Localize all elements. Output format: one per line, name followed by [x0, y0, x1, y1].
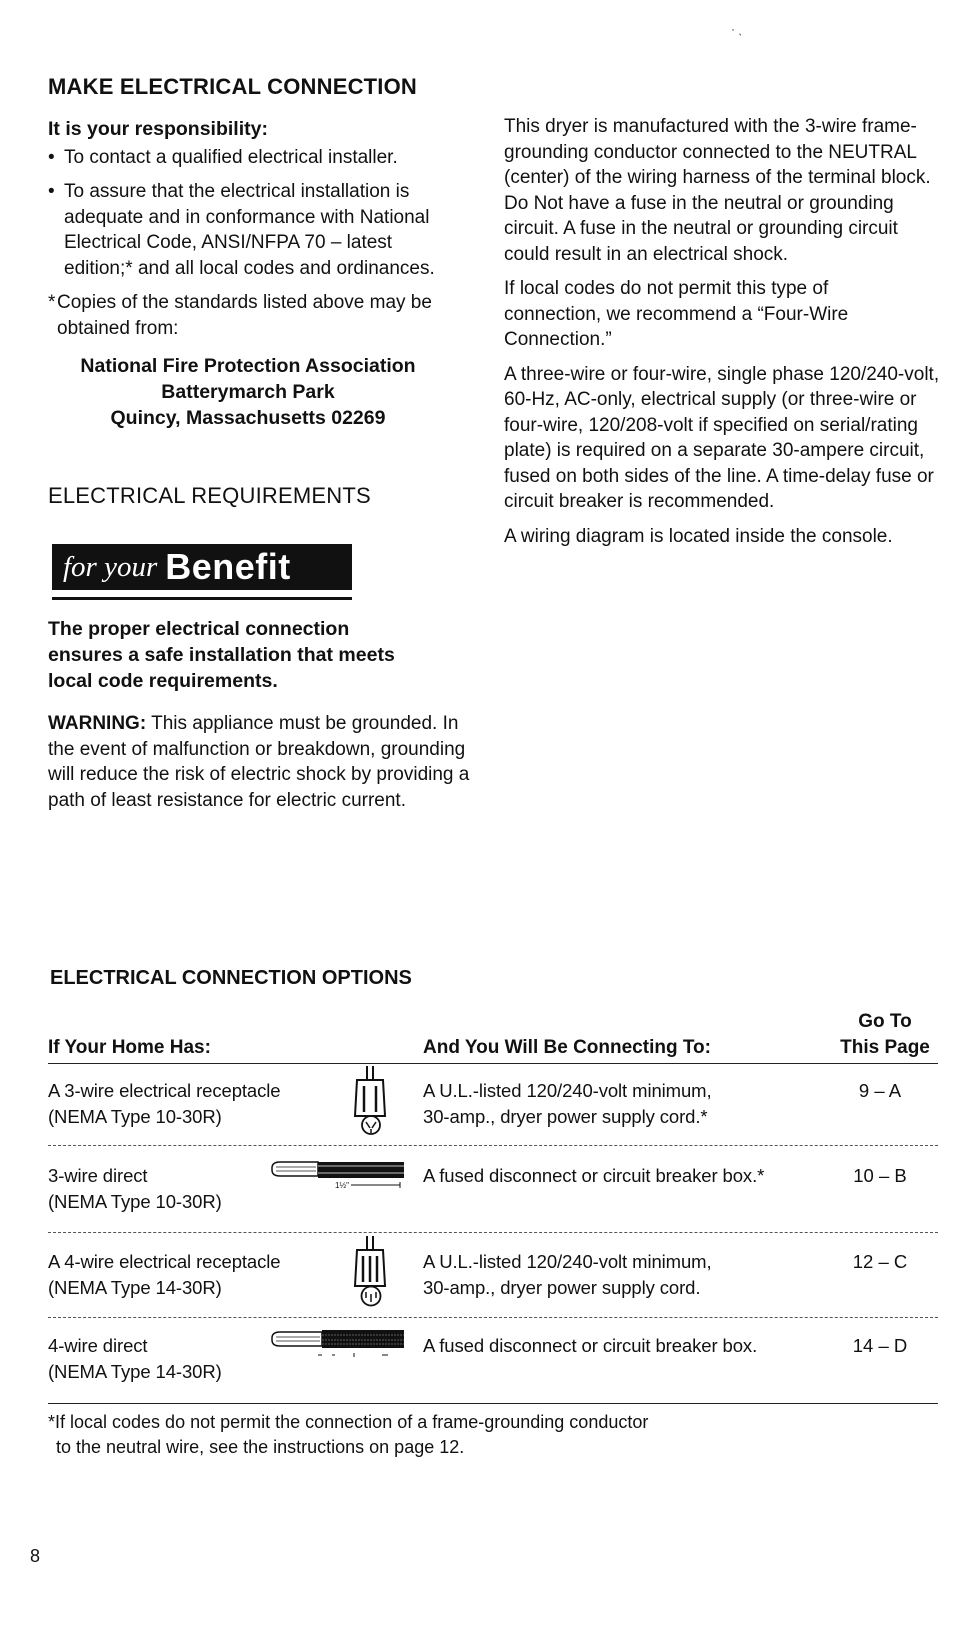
corner-mark: · ˎ	[731, 22, 743, 36]
page-number: 8	[30, 1546, 41, 1566]
connection-options-title: ELECTRICAL CONNECTION OPTIONS	[50, 967, 412, 989]
receptacle-3wire-icon	[350, 1066, 396, 1136]
page-ref: 10 – B	[853, 1165, 907, 1186]
cable-4wire-icon	[270, 1326, 406, 1362]
footnote-line: *If local codes do not permit the connection of a frame-grounding conductor	[48, 1412, 649, 1432]
connect-line: A fused disconnect or circuit breaker box.*	[423, 1165, 765, 1186]
bullet-item	[48, 179, 456, 281]
home-type: A 4-wire electrical receptacle	[48, 1251, 281, 1272]
address-line: National Fire Protection Association	[80, 355, 416, 377]
col-header-home: If Your Home Has:	[48, 1037, 211, 1058]
footnote-line: to the neutral wire, see the instructions on page 12.	[56, 1437, 465, 1457]
connect-line: A fused disconnect or circuit breaker box.	[423, 1335, 758, 1356]
nema-type: (NEMA Type 10-30R)	[48, 1106, 222, 1127]
paragraph: This dryer is manufactured with the 3-wire frame-grounding conductor connected to the NEUTRAL (center) of the wiring harness of the terminal block. Do Not have a fuse in the neutral or grounding circuit. A fuse in the neutral or grounding circuit could result in an electrical shock.	[504, 116, 931, 265]
nema-type: (NEMA Type 14-30R)	[48, 1361, 222, 1382]
footnote-star: *	[48, 292, 56, 313]
paragraph: A wiring diagram is located inside the console.	[504, 525, 893, 547]
connect-to	[423, 1078, 712, 1130]
connect-line: 30-amp., dryer power supply cord.*	[423, 1106, 708, 1127]
page-ref: 12 – C	[852, 1251, 908, 1272]
connect-to	[423, 1249, 712, 1301]
right-column	[504, 114, 940, 558]
row-divider	[48, 1145, 938, 1146]
bullet-dot: •	[48, 181, 55, 202]
row-divider	[48, 1232, 938, 1233]
paragraph: A three-wire or four-wire, single phase 120/240-volt, 60-Hz, AC-only, electrical supply (or three-wire or four-wire, 120/208-volt if specified on serial/rating plate) is required on a separate 30-ampere circuit, fused on both sides of the line. A time-delay fuse or circuit breaker is recommended.	[504, 363, 940, 512]
badge-script-text: for your	[63, 550, 158, 583]
table-row	[48, 1078, 280, 1130]
col-header-page-line1: Go To	[858, 1011, 912, 1032]
home-type: 3-wire direct	[48, 1165, 148, 1186]
header-rule	[48, 1063, 938, 1064]
copies-note	[48, 290, 437, 341]
table-footnote	[48, 1410, 648, 1460]
cable-strip-label: 1½"	[335, 1181, 349, 1190]
home-type: A 3-wire electrical receptacle	[48, 1080, 281, 1101]
copies-note-text: Copies of the standards listed above may be obtained from:	[57, 292, 432, 339]
bullet-text: To assure that the electrical installation is adequate and in conformance with National Electrical Code, ANSI/NFPA 70 – latest edition;* and all local codes and ordinances.	[64, 181, 435, 279]
nema-type: (NEMA Type 14-30R)	[48, 1277, 222, 1298]
connect-to	[423, 1163, 764, 1189]
connect-line: A U.L.-listed 120/240-volt minimum,	[423, 1080, 712, 1101]
row-divider	[48, 1317, 938, 1318]
address-line: Batterymarch Park	[161, 381, 335, 403]
responsibility-label: It is your responsibility:	[48, 118, 268, 140]
nema-type: (NEMA Type 10-30R)	[48, 1191, 222, 1212]
warning-text: This appliance must be grounded. In the event of malfunction or breakdown, grounding will reduce the risk of electric shock by providing a path of least resistance for electric current.	[48, 713, 470, 811]
badge-underline	[52, 597, 352, 600]
table-row	[48, 1333, 222, 1385]
table-row	[48, 1249, 280, 1301]
electrical-requirements-heading: ELECTRICAL REQUIREMENTS	[48, 483, 371, 508]
left-column	[48, 117, 468, 431]
page-ref: 9 – A	[858, 1080, 902, 1101]
table-row	[48, 1163, 222, 1215]
for-your-benefit-badge	[52, 544, 352, 590]
bullet-dot: •	[48, 146, 55, 168]
col-header-connecting: And You Will Be Connecting To:	[423, 1037, 711, 1058]
connect-to	[423, 1333, 757, 1359]
make-connection-heading: MAKE ELECTRICAL CONNECTION	[48, 74, 418, 99]
page-ref: 14 – D	[852, 1335, 908, 1356]
address-line: Quincy, Massachusetts 02269	[110, 407, 386, 429]
warning-paragraph	[48, 711, 478, 813]
table-bottom-rule	[48, 1403, 938, 1404]
col-header-page-line2: This Page	[840, 1037, 930, 1058]
bullet-text: To contact a qualified electrical installer.	[64, 146, 398, 168]
benefit-lead-text: The proper electrical connection ensures a safe installation that meets local code requirements.	[48, 618, 395, 692]
connect-line: A U.L.-listed 120/240-volt minimum,	[423, 1251, 712, 1272]
home-type: 4-wire direct	[48, 1335, 148, 1356]
bullet-item	[48, 145, 468, 171]
nfpa-address	[48, 353, 448, 431]
connect-line: 30-amp., dryer power supply cord.	[423, 1277, 701, 1298]
warning-label: WARNING:	[48, 713, 147, 734]
badge-benefit-text: Benefit	[165, 546, 291, 587]
paragraph: If local codes do not permit this type of connection, we recommend a “Four-Wire Connection.”	[504, 278, 849, 350]
receptacle-4wire-icon	[350, 1236, 396, 1308]
